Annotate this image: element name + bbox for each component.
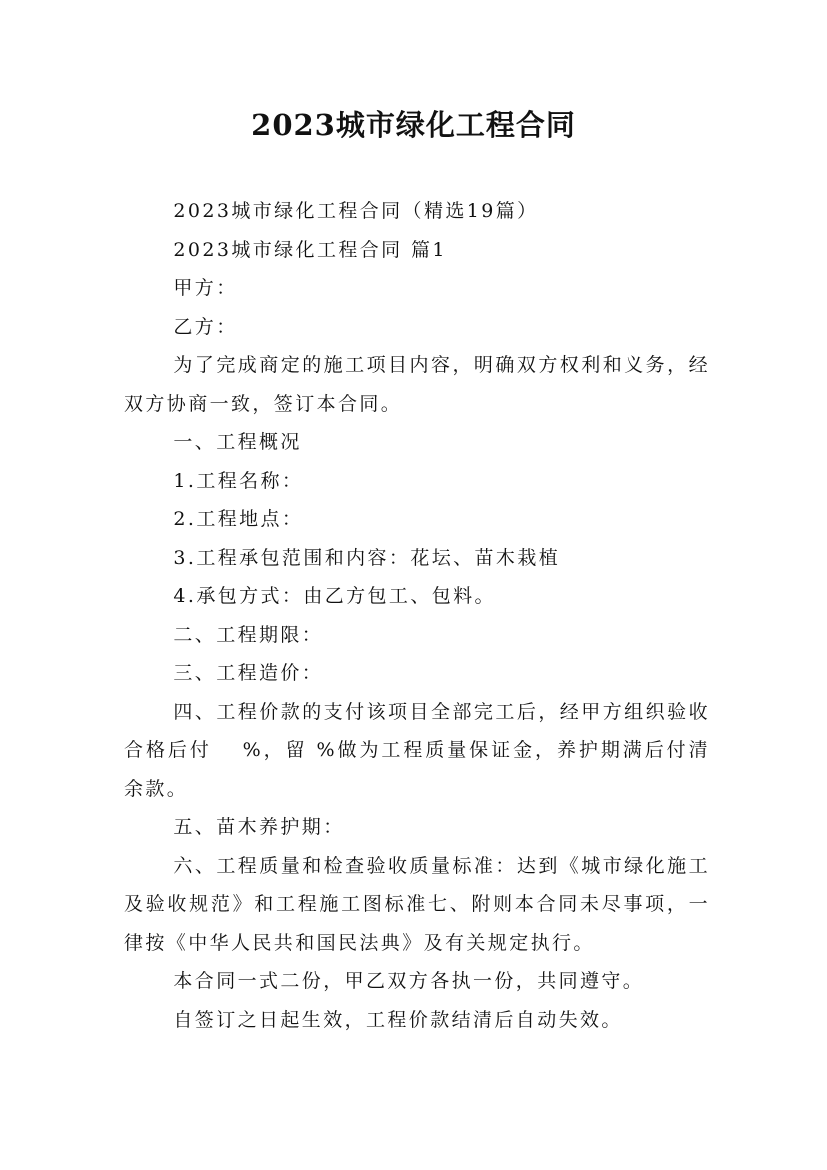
clause-heading-cost: 三、工程造价： bbox=[173, 662, 324, 684]
clause-quality: 六、工程质量和检查验收质量标准：达到《城市绿化施工及验收规范》和工程施工图标准七、附则本合同未尽事项，一律按《中华人民共和国民法典》及有关规定执行。 bbox=[124, 854, 710, 954]
clause-item-name: 1.工程名称： bbox=[173, 469, 304, 492]
party-b-line: 乙方： bbox=[173, 315, 238, 338]
effective-paragraph: 自签订之日起生效，工程价款结清后自动失效。 bbox=[173, 1008, 623, 1031]
intro-paragraph: 为了完成商定的施工项目内容，明确双方权利和义务，经双方协商一致，签订本合同。 bbox=[124, 354, 710, 415]
document-body bbox=[124, 192, 710, 1039]
clause-item-method: 4.承包方式：由乙方包工、包料。 bbox=[173, 585, 496, 607]
clause-heading-overview: 一、工程概况 bbox=[173, 431, 302, 453]
section-heading: 2023城市绿化工程合同 篇1 bbox=[173, 238, 447, 261]
clause-item-location: 2.工程地点： bbox=[173, 508, 304, 530]
clause-item-scope: 3.工程承包范围和内容：花坛、苗木栽植 bbox=[173, 546, 561, 569]
clause-heading-maintenance: 五、苗木养护期： bbox=[173, 816, 345, 838]
party-a-line: 甲方： bbox=[173, 277, 238, 299]
copies-paragraph: 本合同一式二份，甲乙双方各执一份，共同遵守。 bbox=[173, 970, 645, 992]
clause-payment: 四、工程价款的支付该项目全部完工后，经甲方组织验收合格后付 %，留 %做为工程质量保证金，养护期满后付清余款。 bbox=[124, 700, 710, 800]
document-title: 2023城市绿化工程合同 bbox=[251, 108, 576, 142]
clause-heading-period: 二、工程期限： bbox=[173, 623, 324, 646]
subtitle-paragraph: 2023城市绿化工程合同（精选19篇） bbox=[173, 200, 539, 222]
